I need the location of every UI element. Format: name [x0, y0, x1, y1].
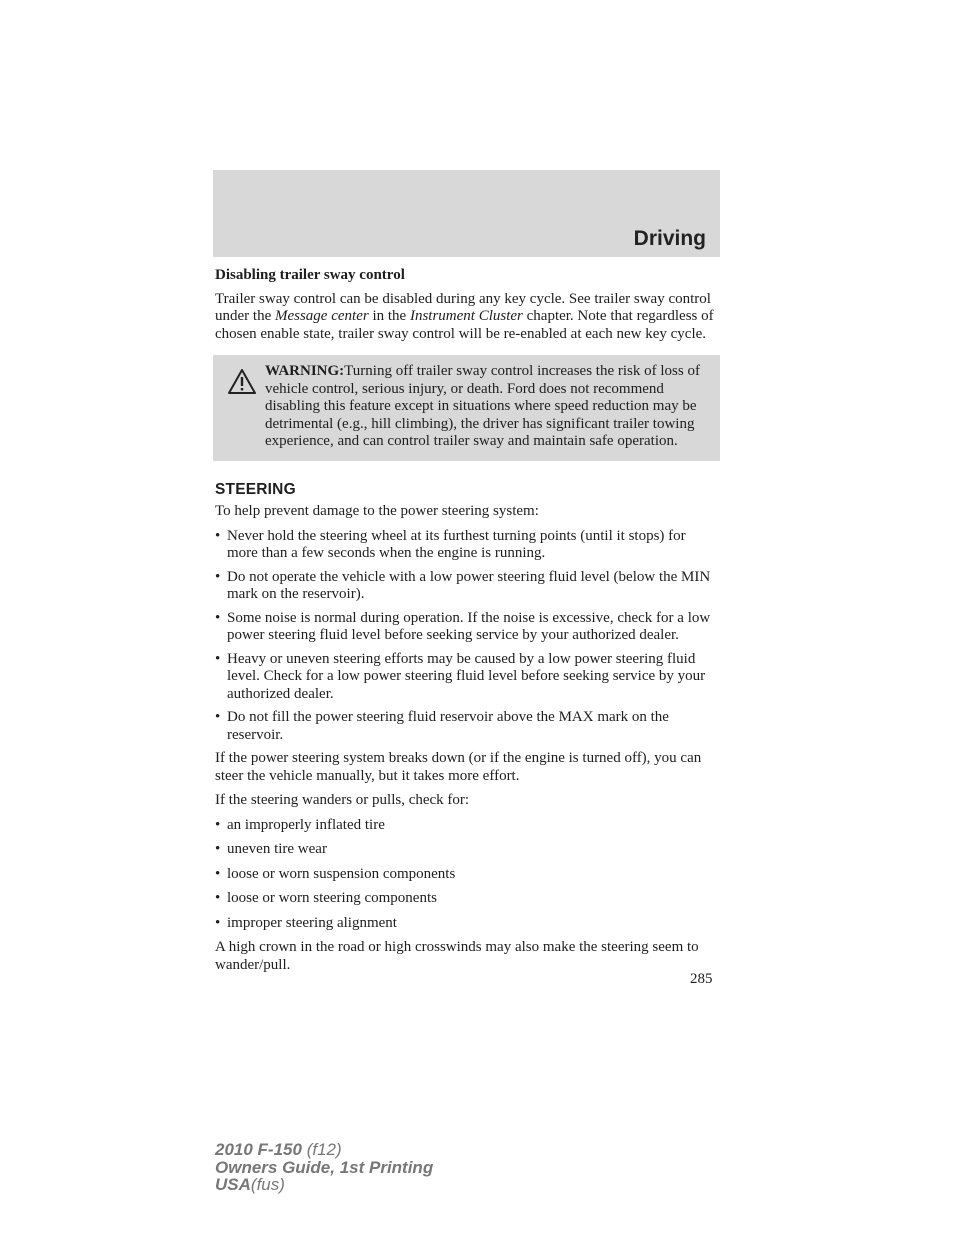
warning-body: Turning off trailer sway control increases the risk of loss of vehicle control, serious injury, or death. Ford does not recommend disabling this feature except in situations where speed reduction may be detrimental (e.g., hill climbing), the driver has significant trailer towing experience, and can control trailer sway and maintain safe operation. — [265, 363, 700, 449]
bullet-icon: • — [215, 890, 221, 906]
list-item-text: loose or worn steering components — [227, 890, 437, 906]
list-item-text: Do not fill the power steering fluid reservoir above the MAX mark on the reservoir. — [227, 709, 669, 743]
footer-line-edition: Owners Guide, 1st Printing — [215, 1157, 434, 1177]
bullet-icon: • — [215, 568, 221, 585]
steering-precautions-list — [215, 528, 720, 745]
bullet-icon: • — [215, 650, 221, 667]
paragraph-text: in the — [368, 308, 410, 324]
list-item — [215, 817, 720, 835]
trailer-sway-paragraph — [215, 291, 720, 344]
warning-text — [215, 363, 710, 451]
list-item — [215, 651, 720, 704]
wander-causes-list — [215, 817, 720, 933]
section-header-band — [213, 170, 720, 257]
paragraph-text: Trailer sway control can be disabled during any key cycle. See trailer sway control under the — [215, 290, 711, 324]
list-item — [215, 610, 720, 645]
list-item — [215, 866, 720, 884]
instrument-cluster-reference: Instrument Cluster — [409, 308, 523, 324]
warning-box — [213, 355, 720, 461]
footer-market-code: (fus) — [250, 1175, 285, 1194]
closing-paragraph: A high crown in the road or high crosswinds may also make the steering seem to wander/pull. — [215, 939, 699, 973]
list-item-text: an improperly inflated tire — [227, 816, 385, 833]
warning-label: WARNING: — [265, 363, 345, 379]
footer-line-market — [215, 1176, 433, 1194]
bullet-icon: • — [215, 865, 221, 882]
footer-market: USA — [215, 1175, 251, 1194]
footer-model: 2010 F-150 — [215, 1140, 302, 1159]
paragraph-text: chapter. Note that regardless of chosen enable state, trailer sway control will be re-enabled at each new key cycle. — [215, 308, 714, 342]
bullet-icon: • — [215, 841, 221, 857]
footer-printing-info — [215, 1141, 433, 1194]
page-number: 285 — [690, 971, 713, 987]
bullet-icon: • — [215, 914, 221, 931]
breakdown-paragraph: If the power steering system breaks down (or if the engine is turned off), you can steer the vehicle manually, but it takes more effort. — [215, 750, 702, 784]
list-item — [215, 915, 720, 933]
bullet-icon: • — [215, 709, 221, 725]
footer-model-code: (f12) — [306, 1140, 342, 1159]
wander-intro: If the steering wanders or pulls, check for: — [215, 792, 470, 808]
list-item-text: Some noise is normal during operation. If the noise is excessive, check for a low power steering fluid level before seeking service by your authorized dealer. — [227, 609, 711, 643]
list-item-text: Heavy or uneven steering efforts may be caused by a low power steering fluid level. Check for a low power steering fluid level before seeking service by your authorized dealer. — [227, 650, 706, 702]
section-title: Driving — [633, 227, 706, 250]
list-item-text: loose or worn suspension components — [227, 865, 456, 882]
steering-heading: STEERING — [215, 480, 296, 498]
list-item — [215, 890, 720, 908]
steering-intro: To help prevent damage to the power steering system: — [215, 503, 539, 519]
subsection-title: Disabling trailer sway control — [215, 267, 405, 283]
list-item — [215, 709, 720, 744]
list-item — [215, 841, 720, 859]
list-item-text: uneven tire wear — [227, 841, 327, 857]
bullet-icon: • — [215, 609, 221, 626]
bullet-icon: • — [215, 816, 221, 833]
message-center-reference: Message center — [274, 308, 369, 324]
list-item-text: Never hold the steering wheel at its furthest turning points (until it stops) for more than a few seconds when the engine is running. — [227, 527, 686, 561]
footer-line-model — [215, 1141, 433, 1159]
list-item-text: Do not operate the vehicle with a low power steering fluid level (below the MIN mark on the reservoir). — [227, 568, 711, 602]
page-content — [215, 267, 720, 981]
list-item — [215, 528, 720, 563]
warning-triangle-icon — [227, 368, 257, 395]
bullet-icon: • — [215, 527, 221, 544]
list-item-text: improper steering alignment — [227, 914, 397, 931]
list-item — [215, 569, 720, 604]
